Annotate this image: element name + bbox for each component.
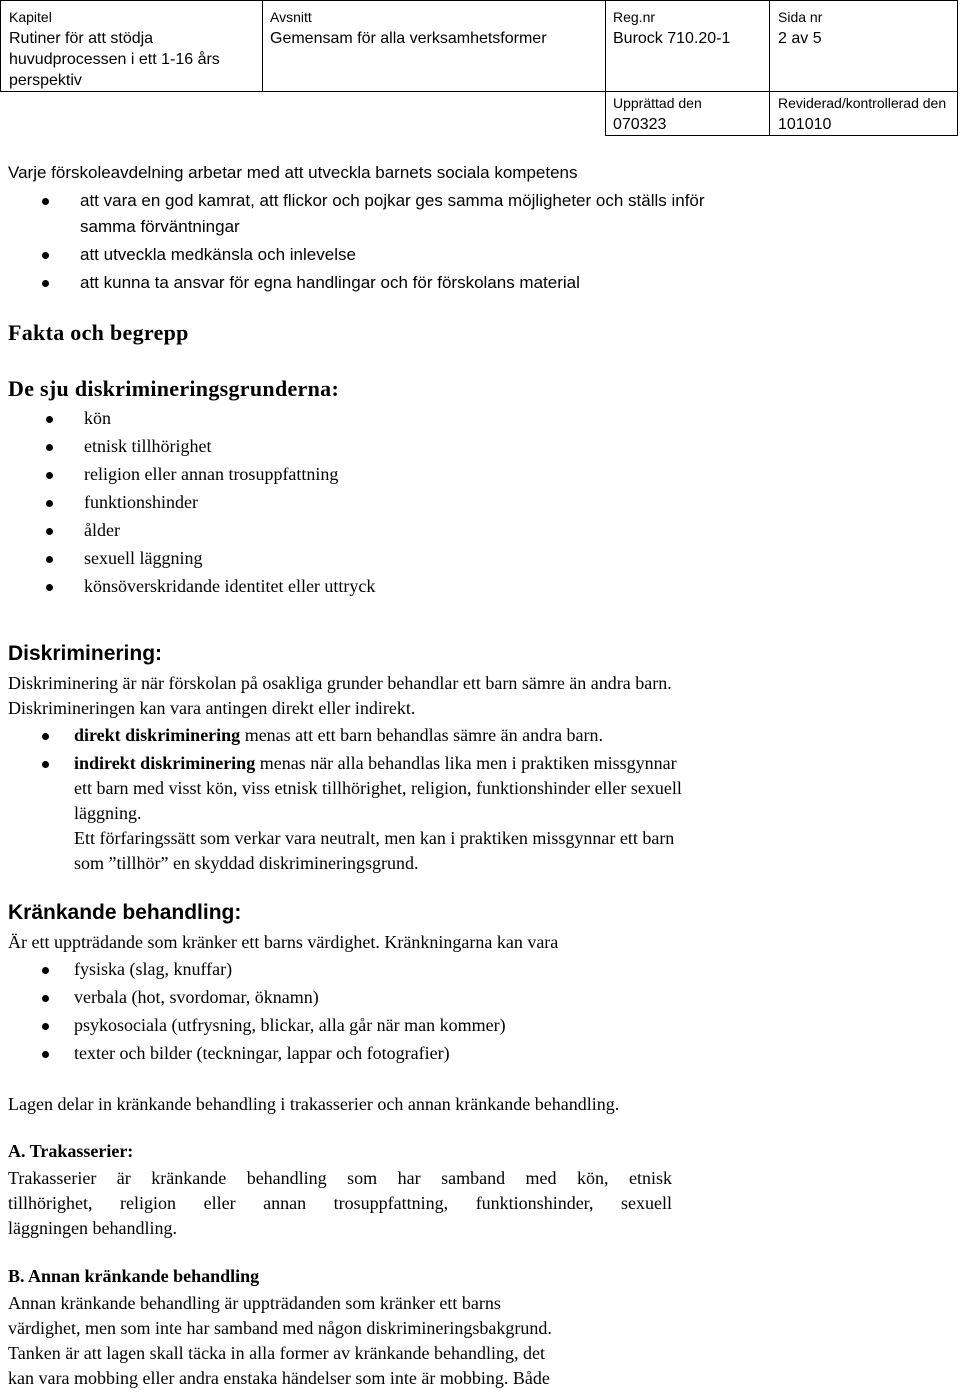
annan-heading: B. Annan kränkande behandling bbox=[8, 1266, 260, 1286]
krankande-item: texter och bilder (teckningar, lappar och fotografier) bbox=[74, 1043, 450, 1063]
bullet-icon bbox=[42, 198, 49, 205]
intro-item-2: att utveckla medkänsla och inlevelse bbox=[80, 245, 356, 264]
bullet-icon bbox=[46, 444, 53, 451]
header-upprattad-cell bbox=[605, 91, 770, 136]
kapitel-value-3: perspektiv bbox=[9, 72, 82, 89]
bullet-icon bbox=[42, 761, 49, 768]
bullet-icon bbox=[46, 556, 53, 563]
sida-label: Sida nr bbox=[778, 9, 823, 25]
header-reviderad-cell bbox=[769, 91, 958, 136]
grunder-item: kön bbox=[84, 408, 111, 428]
avsnitt-value: Gemensam för alla verksamhetsformer bbox=[270, 30, 547, 47]
annan-line-4: kan vara mobbing eller andra enstaka händelser som inte är mobbing. Både bbox=[8, 1368, 550, 1388]
krankande-item: psykosociala (utfrysning, blickar, alla går när man kommer) bbox=[74, 1015, 506, 1035]
bullet-icon bbox=[42, 1023, 49, 1030]
trakasserier-line-3: läggningen behandling. bbox=[8, 1218, 177, 1238]
annan-line-1: Annan kränkande behandling är uppträdanden som kränker ett barns bbox=[8, 1293, 501, 1313]
grunder-heading: De sju diskrimineringsgrunderna: bbox=[8, 376, 340, 401]
krankande-item: verbala (hot, svordomar, öknamn) bbox=[74, 987, 319, 1007]
bullet-icon bbox=[42, 995, 49, 1002]
bullet-icon bbox=[46, 472, 53, 479]
bullet-icon bbox=[42, 733, 49, 740]
kapitel-value-2: huvudprocessen i ett 1-16 års bbox=[9, 51, 220, 68]
fakta-heading: Fakta och begrepp bbox=[8, 320, 189, 345]
bullet-icon bbox=[46, 584, 53, 591]
trakasserier-heading: A. Trakasserier: bbox=[8, 1141, 134, 1161]
grunder-item: etnisk tillhörighet bbox=[84, 436, 212, 456]
indirekt-line: läggning. bbox=[74, 803, 142, 823]
document-header bbox=[0, 0, 958, 136]
regnr-value: Burock 710.20-1 bbox=[613, 30, 731, 47]
sida-value: 2 av 5 bbox=[778, 30, 822, 47]
kapitel-value-1: Rutiner för att stödja bbox=[9, 30, 154, 47]
krankande-item: fysiska (slag, knuffar) bbox=[74, 959, 233, 979]
trakasserier-line-1: Trakasserier är kränkande behandling som har samband med kön, etnisk bbox=[8, 1168, 672, 1188]
bullet-icon bbox=[42, 967, 49, 974]
avsnitt-label: Avsnitt bbox=[270, 9, 312, 25]
direkt-rest: menas att ett barn behandlas sämre än andra barn. bbox=[240, 725, 604, 745]
diskriminering-heading: Diskriminering: bbox=[8, 642, 163, 665]
header-regnr-cell bbox=[605, 0, 770, 92]
bullet-icon bbox=[42, 1051, 49, 1058]
indirekt-rest: menas när alla behandlas lika men i praktiken missgynnar bbox=[255, 753, 677, 773]
krankande-summary: Lagen delar in kränkande behandling i trakasserier och annan kränkande behandling. bbox=[8, 1094, 620, 1114]
kapitel-label: Kapitel bbox=[9, 9, 52, 25]
direkt-item bbox=[74, 723, 603, 748]
indirekt-line: ett barn med visst kön, viss etnisk tillhörighet, religion, funktionshinder eller sexuell bbox=[74, 778, 682, 798]
bullet-icon bbox=[42, 252, 49, 259]
trakasserier-line-2: tillhörighet, religion eller annan trosuppfattning, funktionshinder, sexuell bbox=[8, 1193, 672, 1213]
diskriminering-line-2: Diskrimineringen kan vara antingen direkt eller indirekt. bbox=[8, 698, 416, 718]
header-sida-cell bbox=[769, 0, 958, 92]
direkt-term: direkt diskriminering bbox=[74, 725, 241, 745]
header-avsnitt-cell bbox=[262, 0, 606, 92]
intro-item-3: att kunna ta ansvar för egna handlingar och för förskolans material bbox=[80, 273, 580, 292]
indirekt-item bbox=[74, 751, 677, 776]
annan-line-2: värdighet, men som inte har samband med någon diskrimineringsbakgrund. bbox=[8, 1318, 552, 1338]
bullet-icon bbox=[46, 500, 53, 507]
reviderad-label: Reviderad/kontrollerad den bbox=[778, 95, 947, 111]
reviderad-value: 101010 bbox=[778, 116, 832, 133]
intro-item-1a: att vara en god kamrat, att flickor och pojkar ges samma möjligheter och ställs inför bbox=[80, 191, 705, 210]
indirekt-term: indirekt diskriminering bbox=[74, 753, 256, 773]
bullet-icon bbox=[46, 416, 53, 423]
upprattad-label: Upprättad den bbox=[613, 95, 702, 111]
annan-line-3: Tanken är att lagen skall täcka in alla former av kränkande behandling, det bbox=[8, 1343, 546, 1363]
regnr-label: Reg.nr bbox=[613, 9, 656, 25]
grunder-item: funktionshinder bbox=[84, 492, 198, 512]
header-kapitel-cell bbox=[0, 0, 263, 92]
bullet-icon bbox=[46, 528, 53, 535]
krankande-heading: Kränkande behandling: bbox=[8, 901, 242, 924]
diskriminering-line-1: Diskriminering är när förskolan på osakliga grunder behandlar ett barn sämre än andra barn. bbox=[8, 673, 672, 693]
intro-lead: Varje förskoleavdelning arbetar med att utveckla barnets sociala kompetens bbox=[8, 163, 578, 182]
grunder-item: könsöverskridande identitet eller uttryck bbox=[84, 576, 376, 596]
grunder-item: sexuell läggning bbox=[84, 548, 203, 568]
intro-item-1b: samma förväntningar bbox=[80, 217, 240, 236]
indirekt-line: Ett förfaringssätt som verkar vara neutralt, men kan i praktiken missgynnar ett barn bbox=[74, 828, 675, 848]
grunder-item: ålder bbox=[84, 520, 120, 540]
krankande-lead: Är ett uppträdande som kränker ett barns värdighet. Kränkningarna kan vara bbox=[8, 932, 559, 952]
grunder-item: religion eller annan trosuppfattning bbox=[84, 464, 339, 484]
upprattad-value: 070323 bbox=[613, 116, 667, 133]
bullet-icon bbox=[42, 280, 49, 287]
indirekt-line: som ”tillhör” en skyddad diskrimineringsgrund. bbox=[74, 853, 419, 873]
